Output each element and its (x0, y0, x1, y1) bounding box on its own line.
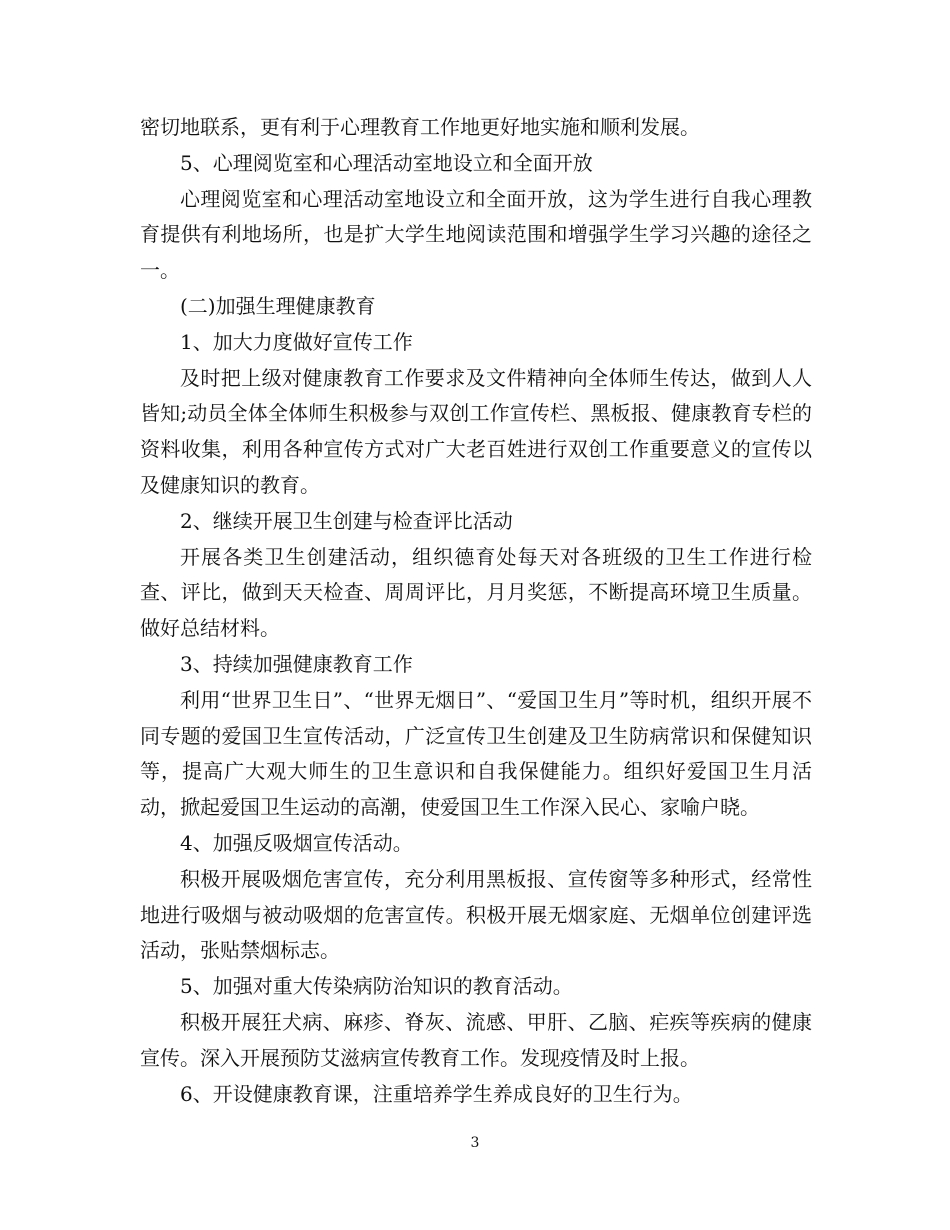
paragraph-reading-room: 心理阅览室和心理活动室地设立和全面开放，这为学生进行自我心理教育提供有利地场所，也是扩大学生地阅读范围和增强学生学习兴趣的途径之一。 (140, 186, 812, 283)
paragraph-continuation: 密切地联系，更有利于心理教育工作地更好地实施和顺利发展。 (140, 115, 700, 139)
paragraph-hygiene-inspection: 开展各类卫生创建活动，组织德育处每天对各班级的卫生工作进行检查、评比，做到天天检查、周周评比，月月奖惩，不断提高环境卫生质量。做好总结材料。 (140, 544, 812, 641)
page-number: 3 (470, 1135, 480, 1151)
paragraph-anti-smoking: 积极开展吸烟危害宣传，充分利用黑板报、宣传窗等多种形式，经常性地进行吸烟与被动吸烟的危害宣传。积极开展无烟家庭、无烟单位创建评选活动，张贴禁烟标志。 (140, 866, 812, 963)
paragraph-infectious-disease: 积极开展狂犬病、麻疹、脊灰、流感、甲肝、乙脑、疟疾等疾病的健康宣传。深入开展预防艾滋病宣传教育工作。发现疫情及时上报。 (140, 1009, 812, 1070)
section-heading-physical-health: (二)加强生理健康教育 (180, 293, 376, 318)
heading-publicity: 1、加大力度做好宣传工作 (180, 329, 413, 354)
heading-infectious-disease: 5、加强对重大传染病防治知识的教育活动。 (180, 974, 573, 999)
heading-health-course: 6、开设健康教育课，注重培养学生养成良好的卫生行为。 (180, 1081, 693, 1106)
heading-health-education: 3、持续加强健康教育工作 (180, 651, 413, 676)
document-body (140, 110, 812, 1112)
heading-reading-room: 5、心理阅览室和心理活动室地设立和全面开放 (180, 150, 593, 175)
paragraph-publicity: 及时把上级对健康教育工作要求及文件精神向全体师生传达，做到人人皆知;动员全体全体师生积极参与双创工作宣传栏、黑板报、健康教育专栏的资料收集，利用各种宣传方式对广大老百姓进行双创工作重要意义的宣传以及健康知识的教育。 (140, 365, 812, 497)
heading-anti-smoking: 4、加强反吸烟宣传活动。 (180, 830, 413, 855)
paragraph-health-education: 利用“世界卫生日”、“世界无烟日”、“爱国卫生月”等时机，组织开展不同专题的爱国卫生宣传活动，广泛宣传卫生创建及卫生防病常识和保健知识等，提高广大观大师生的卫生意识和自我保健能力。组织好爱国卫生月活动，掀起爱国卫生运动的高潮，使爱国卫生工作深入民心、家喻户晓。 (140, 687, 812, 820)
heading-hygiene-inspection: 2、继续开展卫生创建与检查评比活动 (180, 508, 513, 533)
